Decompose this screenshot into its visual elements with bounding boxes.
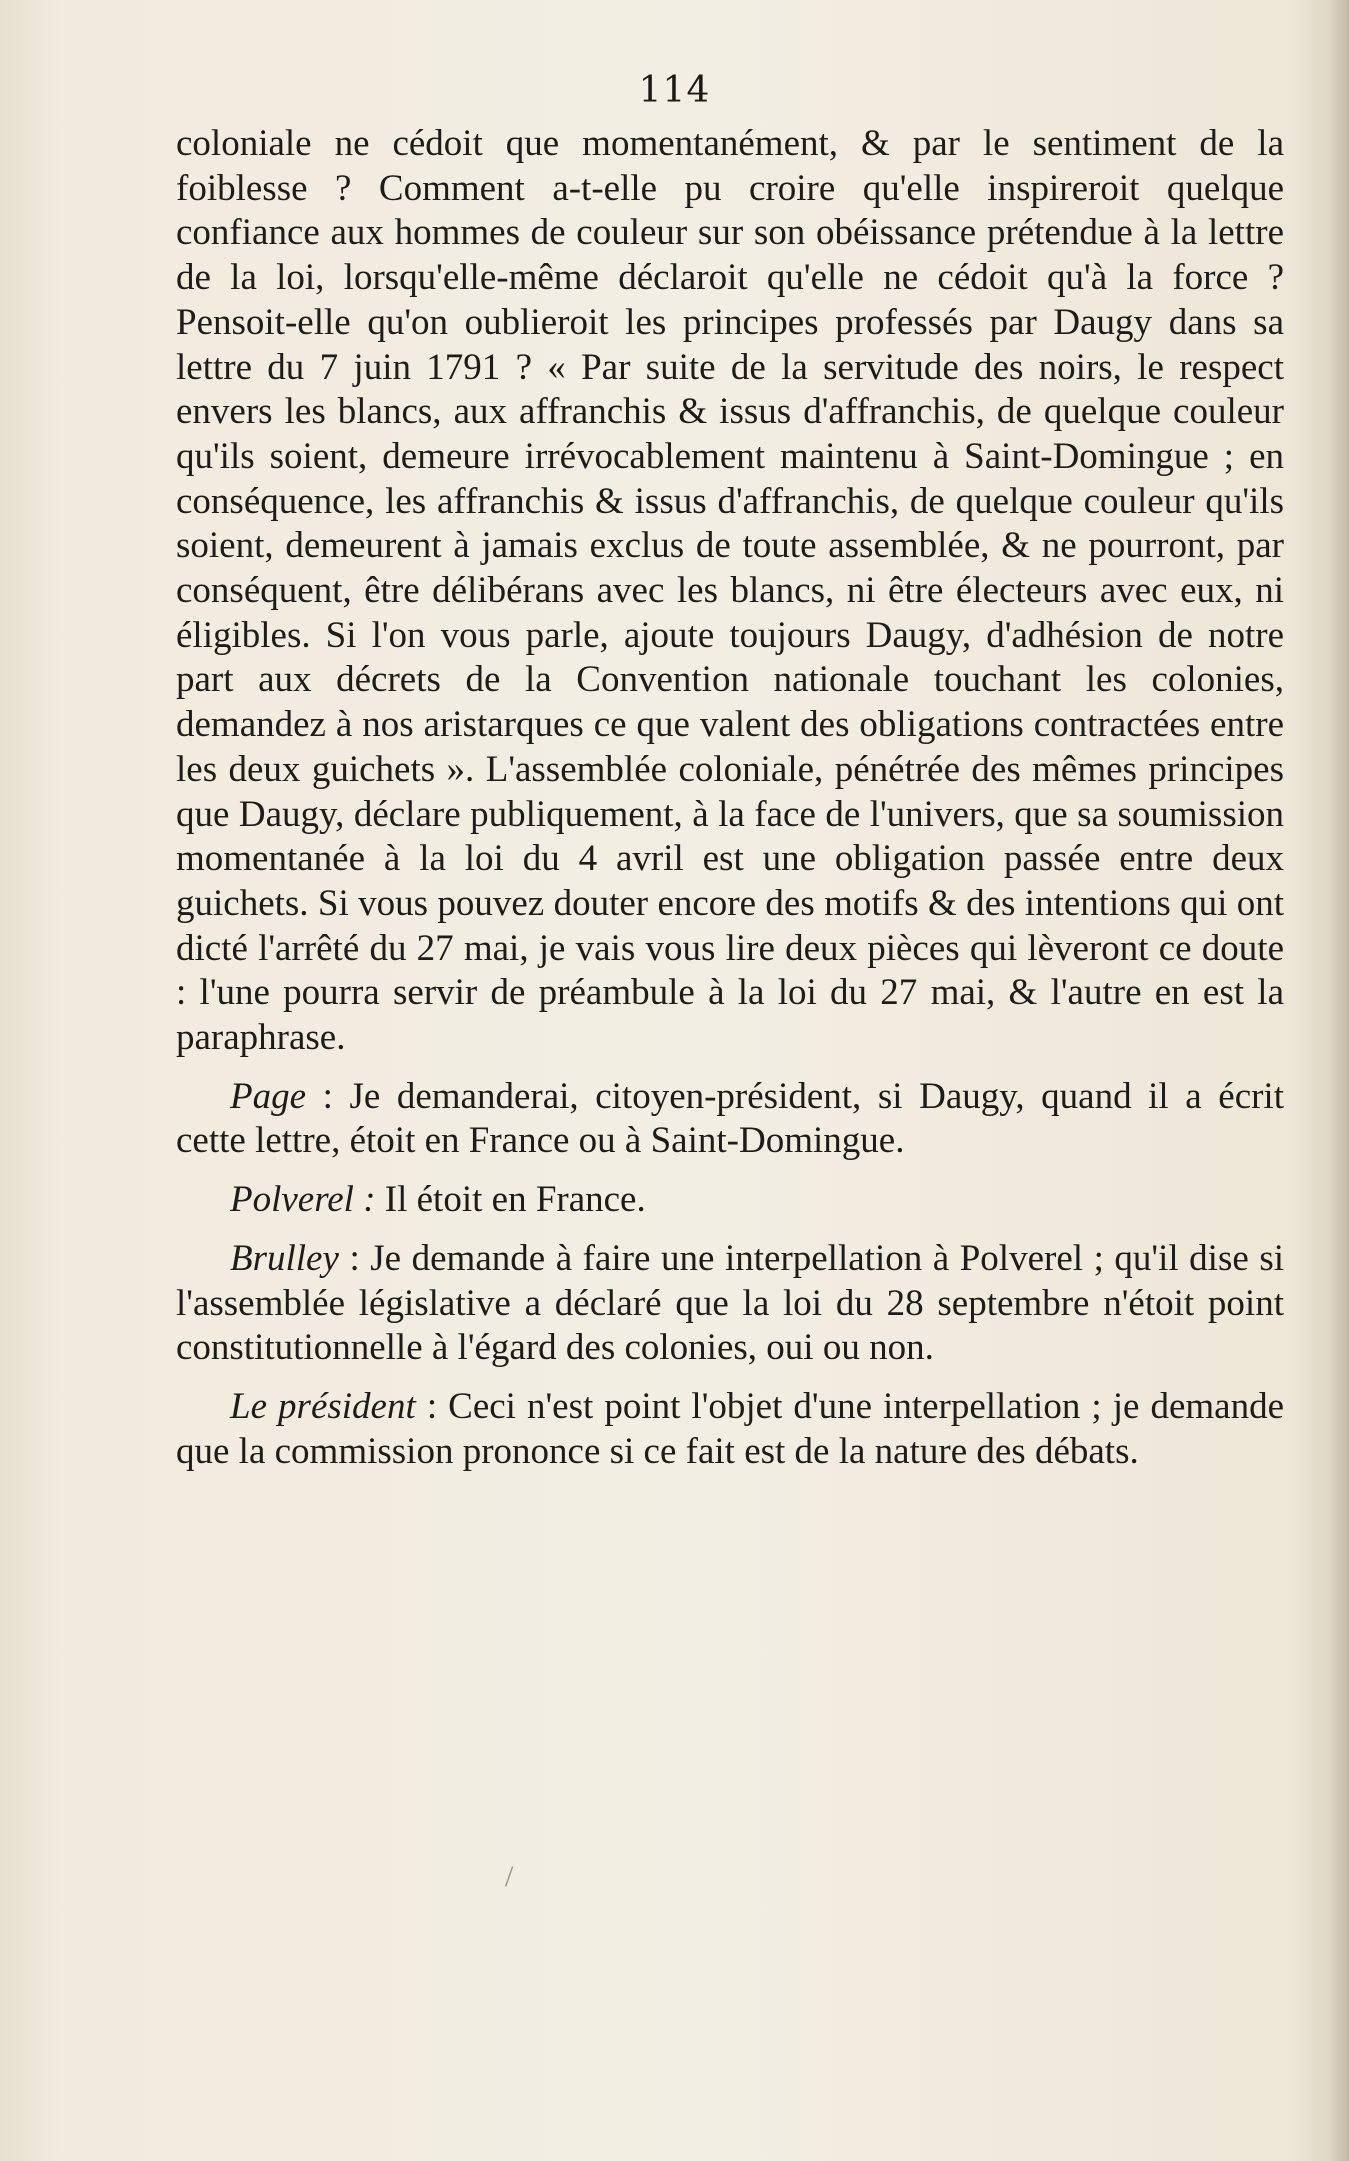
speaker-name: Polverel : <box>230 1179 376 1221</box>
exchange-polverel <box>176 1178 1284 1223</box>
speech-text: Il étoit en France. <box>375 1179 646 1221</box>
opening-paragraph: coloniale ne cédoit que momentanément, & par le sentiment de la foiblesse ? Comment a-t-elle pu croire qu'elle inspireroit quelque confiance aux hommes de couleur sur son obéissance prétendue à la lettre de la loi, lorsqu'elle-même déclaroit qu'elle ne cédoit qu'à la force ? Pensoit-elle qu'on oublieroit les principes professés par Daugy dans sa lettre du 7 juin 1791 ? « Par suite de la servitude des noirs, le respect envers les blancs, aux affranchis & issus d'affranchis, de quelque couleur qu'ils soient, demeure irrévocablement maintenu à Saint-Domingue ; en conséquence, les affranchis & issus d'affranchis, de quelque couleur qu'ils soient, demeurent à jamais exclus de toute assemblée, & ne pourront, par conséquent, être délibérans avec les blancs, ni être électeurs avec eux, ni éligibles. Si l'on vous parle, ajoute toujours Daugy, d'adhésion de notre part aux décrets de la Convention nationale touchant les colonies, demandez à nos aristarques ce que valent des obligations contractées entre les deux guichets ». L'assemblée coloniale, pénétrée des mêmes principes que Daugy, déclare publiquement, à la face de l'univers, que sa soumission momentanée à la loi du 4 avril est une obligation passée entre deux guichets. Si vous pouvez douter encore des motifs & des intentions qui ont dicté l'arrêté du 27 mai, je vais vous lire deux pièces qui lèveront ce doute : l'une pourra servir de préambule à la loi du 27 mai, & l'autre en est la paraphrase. <box>176 123 1284 1059</box>
body-text <box>176 122 1284 1474</box>
speech-text: : Ceci n'est point l'objet d'une interpellation ; je demande que la commission prononce si ce fait est de la nature des débats. <box>176 1385 1285 1472</box>
exchange-brulley <box>176 1237 1284 1371</box>
exchange-president <box>176 1385 1284 1474</box>
speech-text: : Je demande à faire une interpellation à Polverel ; qu'il dise si l'assemblée législative a déclaré que la loi du 28 septembre n'étoit point constitutionnelle à l'égard des colonies, oui ou non. <box>176 1237 1284 1369</box>
speaker-name: Brulley <box>230 1237 339 1279</box>
speech-text: : Je demanderai, citoyen-président, si Daugy, quand il a écrit cette lettre, étoit en France ou à Saint-Domingue. <box>176 1075 1284 1162</box>
exchange-page <box>176 1075 1284 1164</box>
speaker-name: Page <box>230 1075 307 1117</box>
speaker-name: Le président <box>230 1385 416 1427</box>
margin-mark: / <box>505 1860 514 1893</box>
page-number: 114 <box>638 70 711 111</box>
